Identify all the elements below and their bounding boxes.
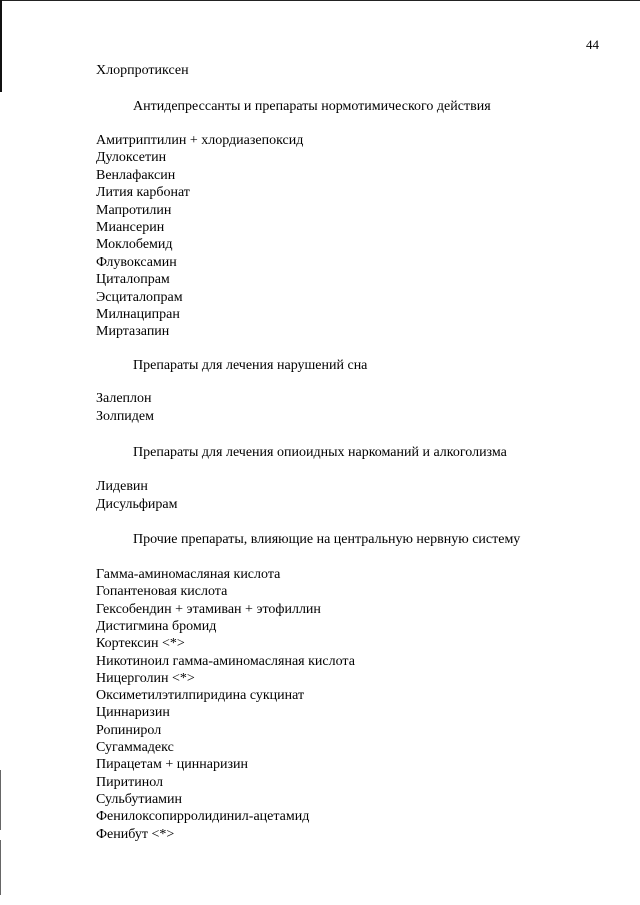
list-item: Миртазапин xyxy=(96,324,170,340)
list-item: Фенилоксопирролидинил-ацетамид xyxy=(96,809,310,825)
list-item: Сугаммадекс xyxy=(96,740,174,755)
list-item: Сульбутиамин xyxy=(96,791,183,807)
page-number: 44 xyxy=(586,37,599,52)
list-item: Лидевин xyxy=(96,479,148,494)
scan-top-edge xyxy=(0,0,640,1)
scan-left-mark xyxy=(0,770,1,830)
list-item: Циталопрам xyxy=(96,272,170,288)
list-item: Моклобемид xyxy=(96,237,173,253)
section-heading: Препараты для лечения опиоидных наркоманий и алкоголизма xyxy=(133,445,507,460)
list-item: Оксиметилэтилпиридина сукцинат xyxy=(96,688,305,704)
list-item: Флувоксамин xyxy=(96,254,177,270)
section-heading: Препараты для лечения нарушений сна xyxy=(133,358,368,373)
list-item: Гексобендин + этамиван + этофиллин xyxy=(96,601,321,617)
list-item: Венлафаксин xyxy=(96,167,176,183)
list-item: Золпидем xyxy=(96,409,154,424)
list-item: Хлорпротиксен xyxy=(96,63,189,78)
list-item: Дисульфирам xyxy=(96,497,178,512)
list-item: Гопантеновая кислота xyxy=(96,584,228,600)
scan-left-edge xyxy=(0,0,2,92)
list-item: Лития карбонат xyxy=(96,185,190,201)
list-item: Эсциталопрам xyxy=(96,289,183,305)
list-item: Дистигмина бромид xyxy=(96,618,217,634)
list-item: Кортексин <*> xyxy=(96,636,185,652)
list-item: Миансерин xyxy=(96,220,165,235)
list-item: Циннаризин xyxy=(96,705,170,721)
list-item: Амитриптилин + хлордиазепоксид xyxy=(96,133,304,148)
list-item: Залеплон xyxy=(96,391,152,406)
scan-left-mark xyxy=(0,840,1,895)
section-heading: Антидепрессанты и препараты нормотимического действия xyxy=(133,99,491,114)
list-item: Пирацетам + циннаризин xyxy=(96,757,248,773)
list-item: Мапротилин xyxy=(96,202,172,218)
list-item: Гамма-аминомасляная кислота xyxy=(96,567,281,582)
list-item: Дулоксетин xyxy=(96,150,167,166)
section-heading: Прочие препараты, влияющие на центральную нервную систему xyxy=(133,532,521,547)
list-item: Никотиноил гамма-аминомасляная кислота xyxy=(96,653,355,669)
list-item: Милнаципран xyxy=(96,307,180,322)
list-item: Пиритинол xyxy=(96,774,163,790)
list-item: Ницерголин <*> xyxy=(96,670,195,686)
list-item: Фенибут <*> xyxy=(96,826,175,842)
list-item: Ропинирол xyxy=(96,722,162,738)
